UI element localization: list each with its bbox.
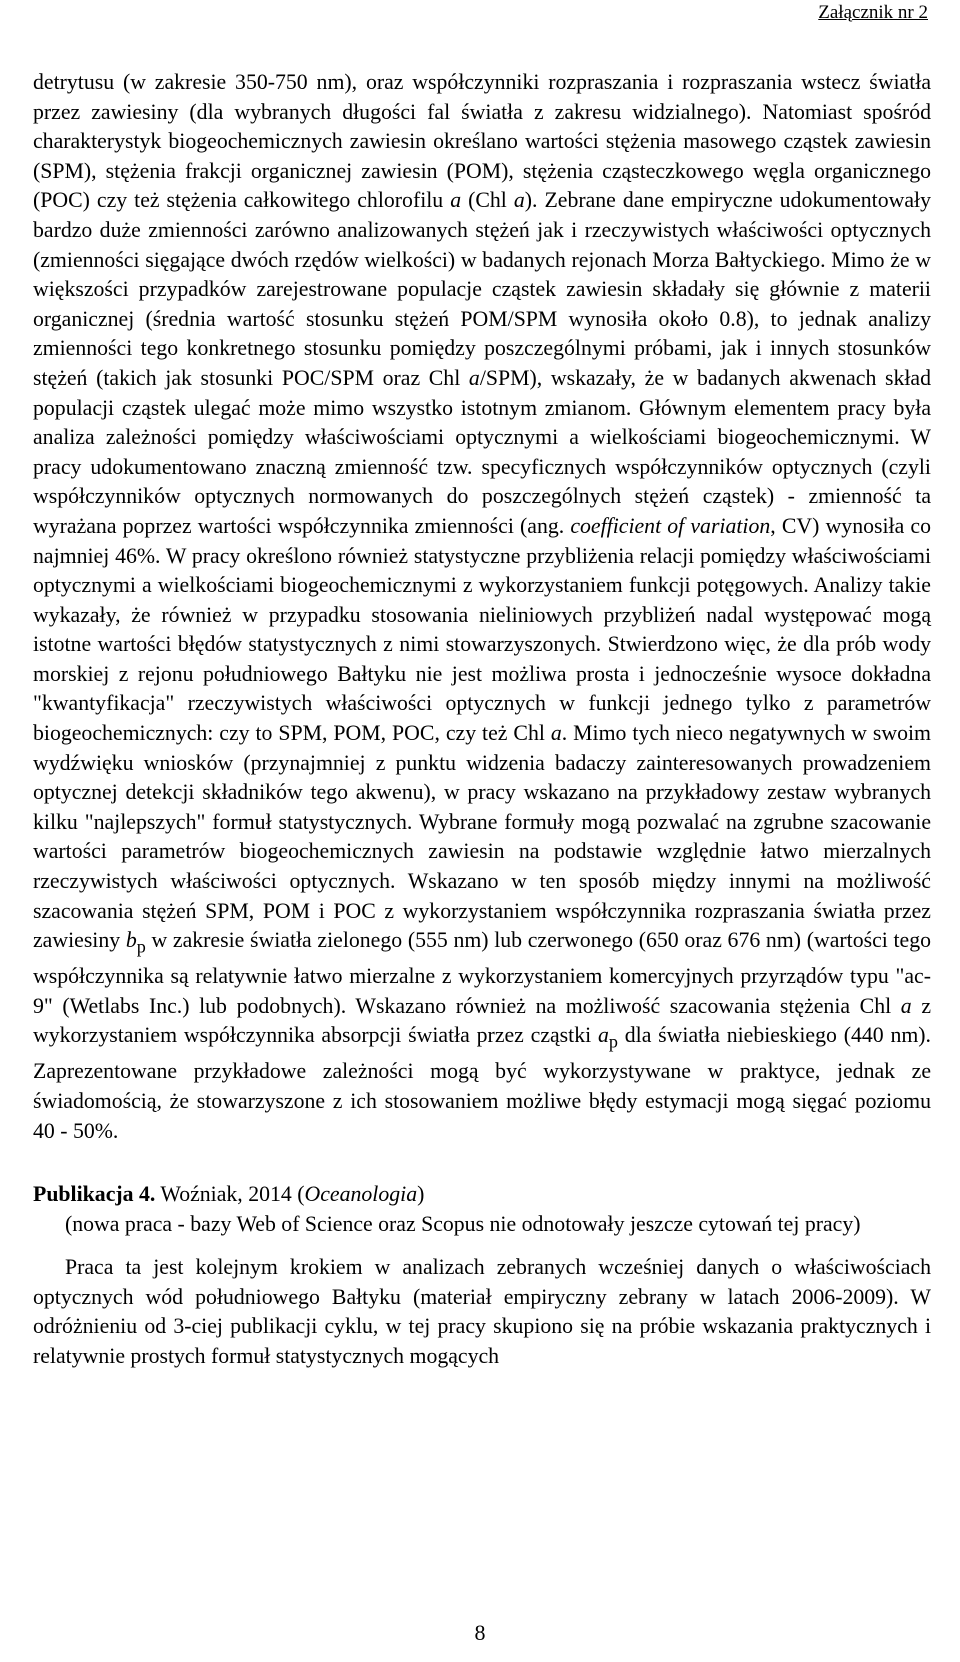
publication-label: Publikacja 4. <box>33 1182 156 1207</box>
publication-journal: Oceanologia <box>304 1182 418 1207</box>
spacer <box>33 1239 931 1253</box>
text-run: , CV) wynosiła co najmniej 46%. W pracy określono również statystyczne przybliżenia relacji pomiędzy właściwościami optycznymi a wielkościami biogeochemicznymi z wykorzystaniem funkcji potęgowych. Analizy takie wykazały, że również w przypadku stosowania nieliniowych przybliżeń nadal występować mogą istotne wartości błędów statystycznych z nimi stowarzyszonych. Stwierdzono więc, że dla prób wody morskiej z rejonu południowego Bałtyku nie jest możliwa prosta i jednocześnie wysoce dokładna "kwantyfikacja" rzeczywistych właściwości optycznych w funkcji jednego tylko z parametrów biogeochemicznych: czy to SPM, POM, POC, czy też Chl <box>33 513 931 746</box>
italic-run: a <box>450 188 462 213</box>
document-body <box>33 68 931 1372</box>
text-run: /SPM), wskazały, że w badanych akwenach skład populacji cząstek ulegać może mimo wszystko istotnym zmianom. Głównym elementem pracy była analiza zależności pomiędzy właściwościami optycznymi a wielkościami biogeochemicznymi. W pracy udokumentowano znaczną zmienność tzw. specyficznych współczynników optycznych (czyli współczynników optycznych normowanych do poszczególnych stężeń cząstek) - zmienność ta wyrażana poprzez wartości współczynnika zmienności (ang. <box>33 365 932 538</box>
italic-run: a <box>513 188 525 213</box>
publication-paragraph: Praca ta jest kolejnym krokiem w analizach zebranych wcześniej danych o właściwościach optycznych wód południowego Bałtyku (materiał empiryczny zebrany w latach 2006-2009). W odróżnieniu od 3-ciej publikacji cyklu, w tej pracy skupiono się na próbie wskazania praktycznych i relatywnie prostych formuł statystycznych mogących <box>33 1255 931 1369</box>
text-run: w zakresie światła zielonego (555 nm) lub czerwonego (650 oraz 676 nm) (wartości tego współczynnika są relatywnie łatwo mierzalne z wykorzystaniem komercyjnych przyrządów typu "ac-9" (Wetlabs Inc.) lub podobnych). Wskazano również na możliwość szacowania stężenia Chl <box>33 928 932 1018</box>
italic-run: a <box>550 721 562 746</box>
italic-run: b <box>125 928 137 953</box>
text-run: . Mimo tych nieco negatywnych w swoim wydźwięku wniosków (przynajmniej z punktu widzenia badaczy zainteresowanych prowadzeniem optycznej detekcji składników tego akwenu), w pracy wskazano na przykładowy zestaw wybranych kilku "najlepszych" formuł statystycznych. Wybrane formuły mogą pozwalać na zgrubne szacowanie wartości parametrów biogeochemicznych zawiesin na podstawie względnie łatwo mierzalnych rzeczywistych właściwości optycznych. Wskazano w ten sposób między innymi na możliwość szacowania stężeń SPM, POM i POC z wykorzystaniem współczynnika rozpraszania światła przez zawiesiny <box>33 721 932 953</box>
text-run: detrytusu (w zakresie 350-750 nm), oraz współczynniki rozpraszania i rozpraszania wstecz światła przez zawiesiny (dla wybranych długości fal światła z zakresu widzialnego). Natomiast spośród charakterystyk biogeochemicznych zawiesin określano wartości stężenia masowego cząstek zawiesin (SPM), stężenia frakcji organicznej zawiesin (POM), stężenia cząsteczkowego węgla organicznego (POC) czy też stężenia całkowitego chlorofilu <box>33 70 931 213</box>
italic-run: coefficient of variation <box>570 513 771 538</box>
publication-author-year: Woźniak, 2014 ( <box>155 1182 305 1207</box>
italic-run: a <box>900 993 912 1018</box>
subscript-run: p <box>608 1031 618 1052</box>
subscript-run: p <box>136 936 146 957</box>
publication-close: ) <box>417 1182 425 1207</box>
text-run: (Chl <box>461 188 514 213</box>
page-number: 8 <box>474 1620 486 1645</box>
attachment-label: Załącznik nr 2 <box>818 2 928 23</box>
citation-note: (nowa praca - bazy Web of Science oraz Scopus nie odnotowały jeszcze cytowań tej pracy) <box>65 1211 861 1236</box>
italic-run: a <box>468 365 480 390</box>
publication-heading <box>33 1180 931 1210</box>
text-run: z wykorzystaniem współczynnika absorpcji światła przez cząstki <box>33 993 931 1048</box>
summary-paragraph <box>33 68 931 1146</box>
spacer <box>33 1146 931 1180</box>
text-run: ). Zebrane dane empiryczne udokumentowały bardzo duże zmienności zarówno analizowanych stężeń jak i rzeczywistych właściwości optycznych (zmienności sięgające dwóch rzędów wielkości) w badanych rejonach Morza Bałtyckiego. Mimo że w większości przypadków zarejestrowane populacje cząstek zawiesin składały się głównie z materii organicznej (średnia wartość stosunku stężeń POM/SPM wynosiła około 0.8), to jednak analizy zmienności tego konkretnego stosunku pomiędzy poszczególnymi próbami, jak i innych stosunków stężeń (takich jak stosunki POC/SPM oraz Chl <box>33 188 931 390</box>
text-run: dla światła niebieskiego (440 nm). Zaprezentowane przykładowe zależności mogą być wykorzystywane w praktyce, jednak ze świadomością, że stowarzyszone z ich stosowaniem możliwe błędy estymacji mogą sięgać poziomu 40 - 50%. <box>33 1023 932 1143</box>
italic-run: a <box>597 1023 609 1048</box>
